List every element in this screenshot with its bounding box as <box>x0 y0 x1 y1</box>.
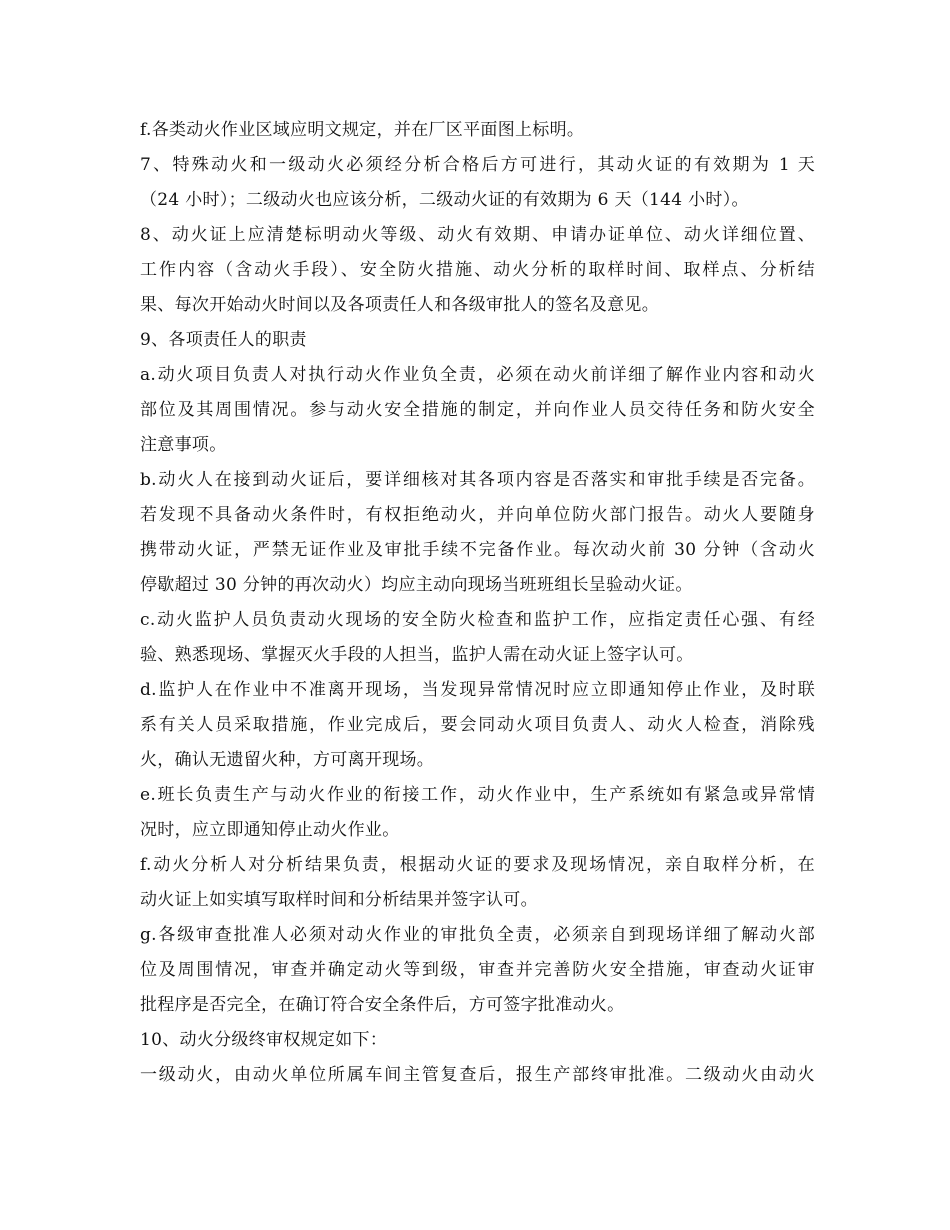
text-line: 一级动火，由动火单位所属车间主管复查后，报生产部终审批准。二级动火由动火 <box>140 1065 815 1085</box>
text-line: 验、熟悉现场、掌握灭火手段的人担当，监护人需在动火证上签字认可。 <box>140 645 694 665</box>
text-line: 停歇超过 30 分钟的再次动火）均应主动向现场当班班组长呈验动火证。 <box>140 575 693 595</box>
text-line: 若发现不具备动火条件时，有权拒绝动火，并向单位防火部门报告。动火人要随身 <box>140 505 815 525</box>
text-line: f.各类动火作业区域应明文规定，并在厂区平面图上标明。 <box>140 120 585 140</box>
text-line: 火，确认无遗留火种，方可离开现场。 <box>140 750 435 770</box>
text-line: g.各级审查批准人必须对动火作业的审批负全责，必须亲自到现场详细了解动火部 <box>140 925 815 945</box>
text-line: 7、特殊动火和一级动火必须经分析合格后方可进行，其动火证的有效期为 1 天 <box>140 155 815 175</box>
text-line: 动火证上如实填写取样时间和分析结果并签字认可。 <box>140 890 538 910</box>
text-line: 部位及其周围情况。参与动火安全措施的制定，并向作业人员交待任务和防火安全 <box>140 400 815 420</box>
text-line: 位及周围情况，审查并确定动火等到级，审查并完善防火安全措施，审查动火证审 <box>140 960 815 980</box>
text-line: 注意事项。 <box>140 435 227 455</box>
text-line: 10、动火分级终审权规定如下： <box>140 1030 388 1050</box>
text-line: 况时，应立即通知停止动火作业。 <box>140 820 400 840</box>
text-line: c.动火监护人员负责动火现场的安全防火检查和监护工作，应指定责任心强、有经 <box>140 610 815 630</box>
text-line: f.动火分析人对分析结果负责，根据动火证的要求及现场情况，亲自取样分析，在 <box>140 855 815 875</box>
text-line: b.动火人在接到动火证后，要详细核对其各项内容是否落实和审批手续是否完备。 <box>140 470 815 490</box>
text-line: 果、每次开始动火时间以及各项责任人和各级审批人的签名及意见。 <box>140 295 659 315</box>
text-line: 批程序是否完全，在确订符合安全条件后，方可签字批准动火。 <box>140 995 625 1015</box>
text-line: a.动火项目负责人对执行动火作业负全责，必须在动火前详细了解作业内容和动火 <box>140 365 815 385</box>
document-body <box>140 113 815 1093</box>
text-line: 系有关人员采取措施，作业完成后，要会同动火项目负责人、动火人检查，消除残 <box>140 715 815 735</box>
text-line: e.班长负责生产与动火作业的衔接工作，动火作业中，生产系统如有紧急或异常情 <box>140 785 815 805</box>
text-line: d.监护人在作业中不准离开现场，当发现异常情况时应立即通知停止作业，及时联 <box>140 680 815 700</box>
text-line: （24 小时）；二级动火也应该分析，二级动火证的有效期为 6 天（144 小时）。 <box>140 190 749 210</box>
text-line: 8、动火证上应清楚标明动火等级、动火有效期、申请办证单位、动火详细位置、 <box>140 225 815 245</box>
text-line: 工作内容（含动火手段）、安全防火措施、动火分析的取样时间、取样点、分析结 <box>140 260 815 280</box>
text-line: 9、各项责任人的职责 <box>140 330 307 350</box>
text-line: 携带动火证，严禁无证作业及审批手续不完备作业。每次动火前 30 分钟（含动火 <box>140 540 815 560</box>
